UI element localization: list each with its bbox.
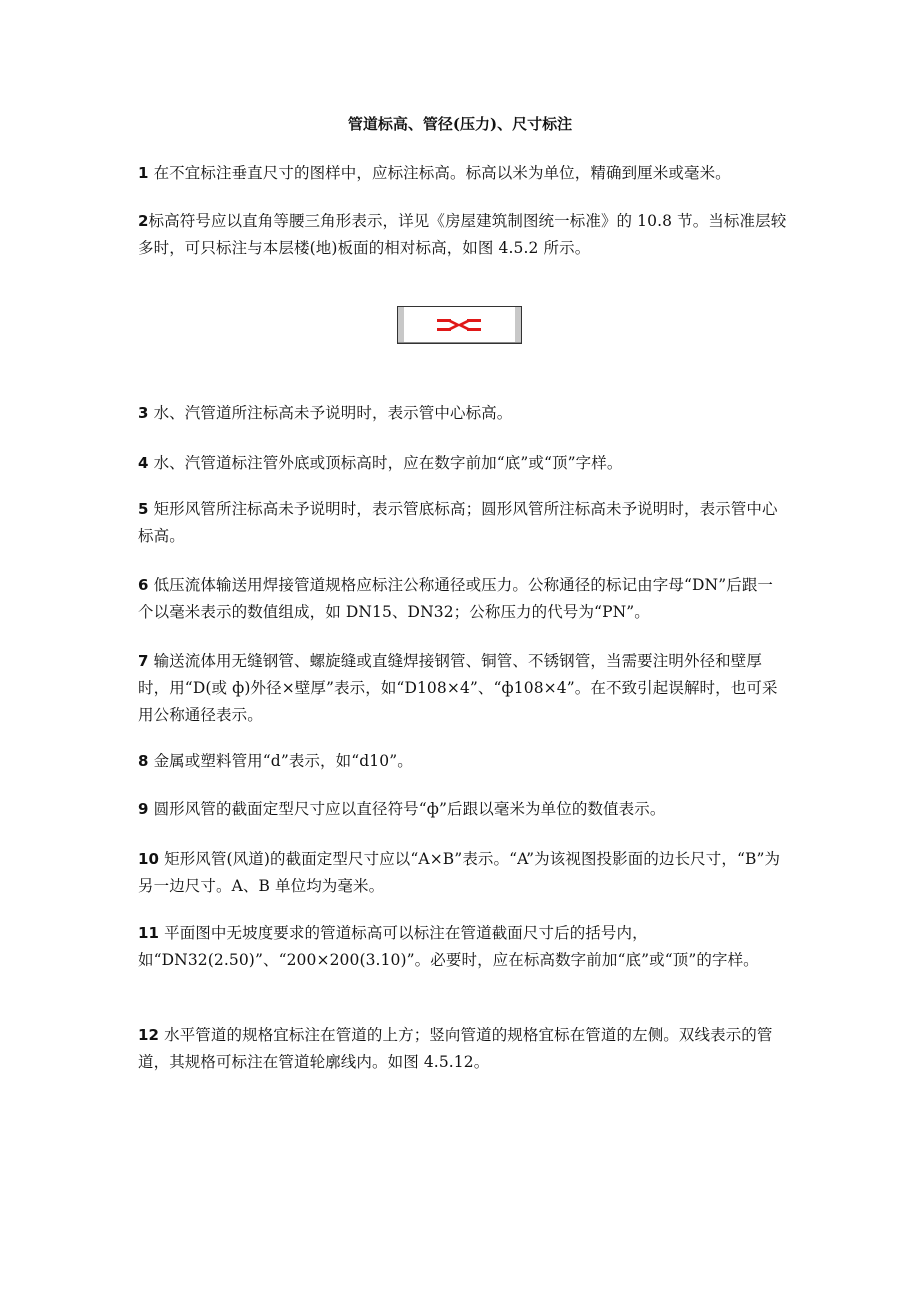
paragraph-text: 圆形风管的截面定型尺寸应以直径符号“ф”后跟以毫米为单位的数值表示。 <box>148 800 666 818</box>
paragraph-number: 4 <box>138 454 149 472</box>
paragraph-number: 2 <box>138 212 149 230</box>
paragraph-4 <box>138 450 788 477</box>
paragraph-2 <box>138 208 788 262</box>
paragraph-number: 1 <box>138 164 149 182</box>
paragraph-9 <box>138 796 788 823</box>
paragraph-7 <box>138 648 788 729</box>
paragraph-10 <box>138 846 788 900</box>
paragraph-text: 水平管道的规格宜标注在管道的上方；竖向管道的规格宜标在管道的左侧。双线表示的管道，其规格可标注在管道轮廓线内。如图 4.5.12。 <box>138 1026 773 1071</box>
paragraph-text: 低压流体输送用焊接管道规格应标注公称通径或压力。公称通径的标记由字母“DN”后跟一个以毫米表示的数值组成，如 DN15、DN32；公称压力的代号为“PN”。 <box>138 576 774 621</box>
paragraph-number: 12 <box>138 1026 160 1044</box>
paragraph-3 <box>138 400 788 427</box>
paragraph-number: 11 <box>138 924 160 942</box>
paragraph-12 <box>138 1022 788 1076</box>
paragraph-text: 平面图中无坡度要求的管道标高可以标注在管道截面尺寸后的括号内，如“DN32(2.50)”、“200×200(3.10)”。必要时，应在标高数字前加“底”或“顶”的字样。 <box>138 924 759 969</box>
paragraph-1 <box>138 160 788 187</box>
paragraph-number: 3 <box>138 404 149 422</box>
paragraph-text: 矩形风管(风道)的截面定型尺寸应以“A×B”表示。“A”为该视图投影面的边长尺寸，“B”为另一边尺寸。A、B 单位均为毫米。 <box>138 850 781 895</box>
broken-image-placeholder-icon <box>397 306 522 344</box>
paragraph-number: 7 <box>138 652 149 670</box>
paragraph-number: 6 <box>138 576 149 594</box>
paragraph-text: 在不宜标注垂直尺寸的图样中，应标注标高。标高以米为单位，精确到厘米或毫米。 <box>148 164 731 182</box>
paragraph-text: 输送流体用无缝钢管、螺旋缝或直缝焊接钢管、铜管、不锈钢管，当需要注明外径和壁厚时，用“D(或 ф)外径×壁厚”表示，如“D108×4”、“ф108×4”。在不致引起误解时，也可采用公称通径表示。 <box>138 652 778 724</box>
paragraph-11 <box>138 920 788 974</box>
paragraph-number: 8 <box>138 752 149 770</box>
paragraph-5 <box>138 496 788 550</box>
paragraph-8 <box>138 748 788 775</box>
paragraph-number: 10 <box>138 850 160 868</box>
paragraph-number: 9 <box>138 800 149 818</box>
figure-placeholder <box>397 306 522 344</box>
paragraph-6 <box>138 572 788 626</box>
paragraph-text: 金属或塑料管用“d”表示，如“d10”。 <box>148 752 413 770</box>
paragraph-number: 5 <box>138 500 149 518</box>
paragraph-text: 水、汽管道标注管外底或顶标高时，应在数字前加“底”或“顶”字样。 <box>148 454 623 472</box>
paragraph-text: 水、汽管道所注标高未予说明时，表示管中心标高。 <box>148 404 513 422</box>
paragraph-text: 矩形风管所注标高未予说明时，表示管底标高；圆形风管所注标高未予说明时，表示管中心标高。 <box>138 500 778 545</box>
page-title: 管道标高、管径(压力)、尺寸标注 <box>347 115 573 133</box>
paragraph-text: 标高符号应以直角等腰三角形表示，详见《房屋建筑制图统一标准》的 10.8 节。当标准层较多时，可只标注与本层楼(地)板面的相对标高，如图 4.5.2 所示。 <box>138 212 787 257</box>
